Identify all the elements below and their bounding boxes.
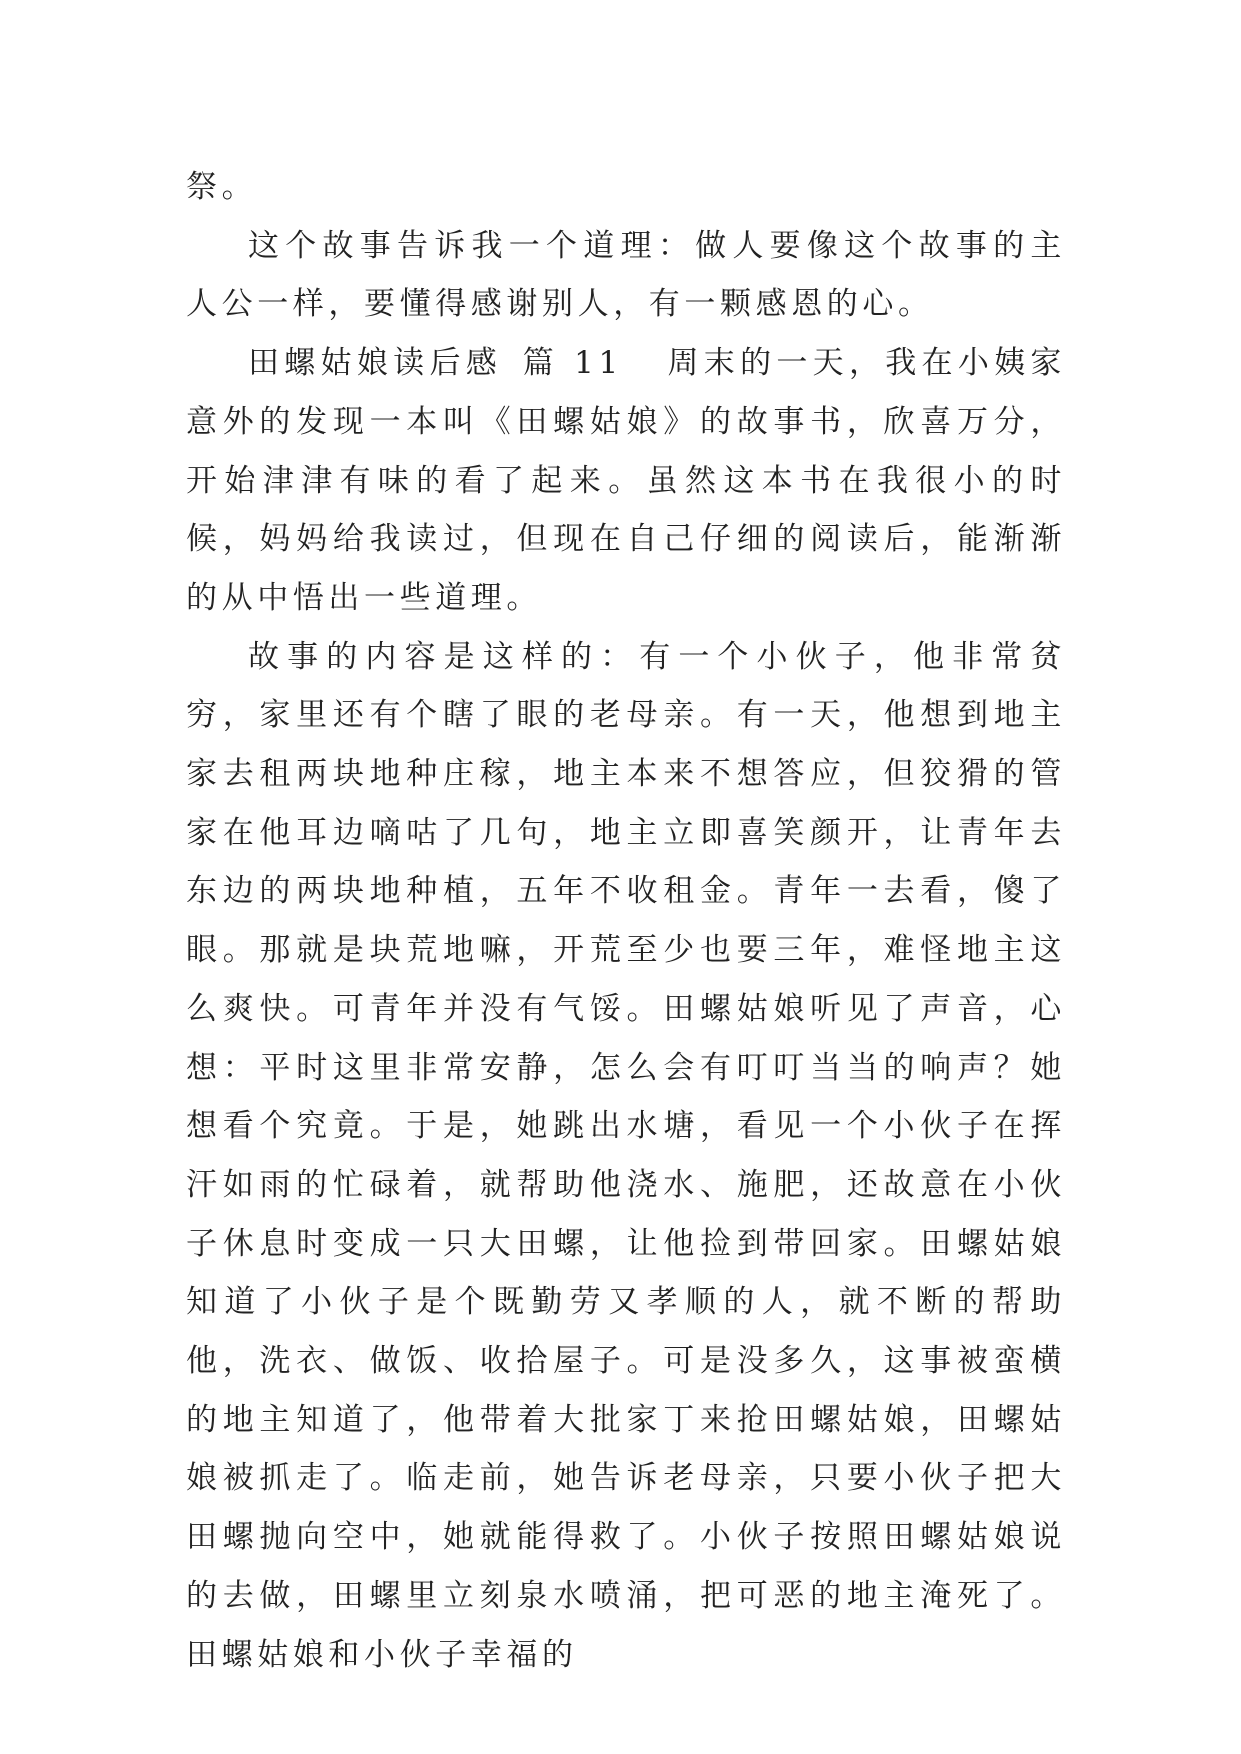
paragraph-story: 故事的内容是这样的：有一个小伙子，他非常贫穷，家里还有个瞎了眼的老母亲。有一天，他想到地主家去租两块地种庄稼，地主本来不想答应，但狡猾的管家在他耳边嘀咕了几句，地主立即喜笑颜开，让青年去东边的两块地种植，五年不收租金。青年一去看，傻了眼。那就是块荒地嘛，开荒至少也要三年，难怪地主这么爽快。可青年并没有气馁。田螺姑娘听见了声音，心想：平时这里非常安静，怎么会有叮叮当当的响声？她想看个究竟。于是，她跳出水塘，看见一个小伙子在挥汗如雨的忙碌着，就帮助他浇水、施肥，还故意在小伙子休息时变成一只大田螺，让他捡到带回家。田螺姑娘知道了小伙子是个既勤劳又孝顺的人，就不断的帮助他，洗衣、做饭、收拾屋子。可是没多久，这事被蛮横的地主知道了，他带着大批家丁来抢田螺姑娘，田螺姑娘被抓走了。临走前，她告诉老母亲，只要小伙子把大田螺抛向空中，她就能得救了。小伙子按照田螺姑娘说的去做，田螺里立刻泉水喷涌，把可恶的地主淹死了。田螺姑娘和小伙子幸福的 [186,638,1066,1673]
paragraph-continuation: 祭。 [186,169,258,205]
essay-number: 篇 11 [522,345,623,382]
essay-title: 田螺姑娘读后感 [248,345,503,382]
paragraph-lesson: 这个故事告诉我一个道理：做人要像这个故事的主人公一样，要懂得感谢别人，有一颗感恩的心。 [186,227,1066,323]
paragraph-essay-11 [186,334,1066,628]
essay-body: 周末的一天，我在小姨家意外的发现一本叫《田螺姑娘》的故事书，欣喜万分，开始津津有味的看了起来。虽然这本书在我很小的时候，妈妈给我读过，但现在自己仔细的阅读后，能渐渐的从中悟出一些道理。 [186,345,1066,616]
body-text [186,158,1066,1684]
